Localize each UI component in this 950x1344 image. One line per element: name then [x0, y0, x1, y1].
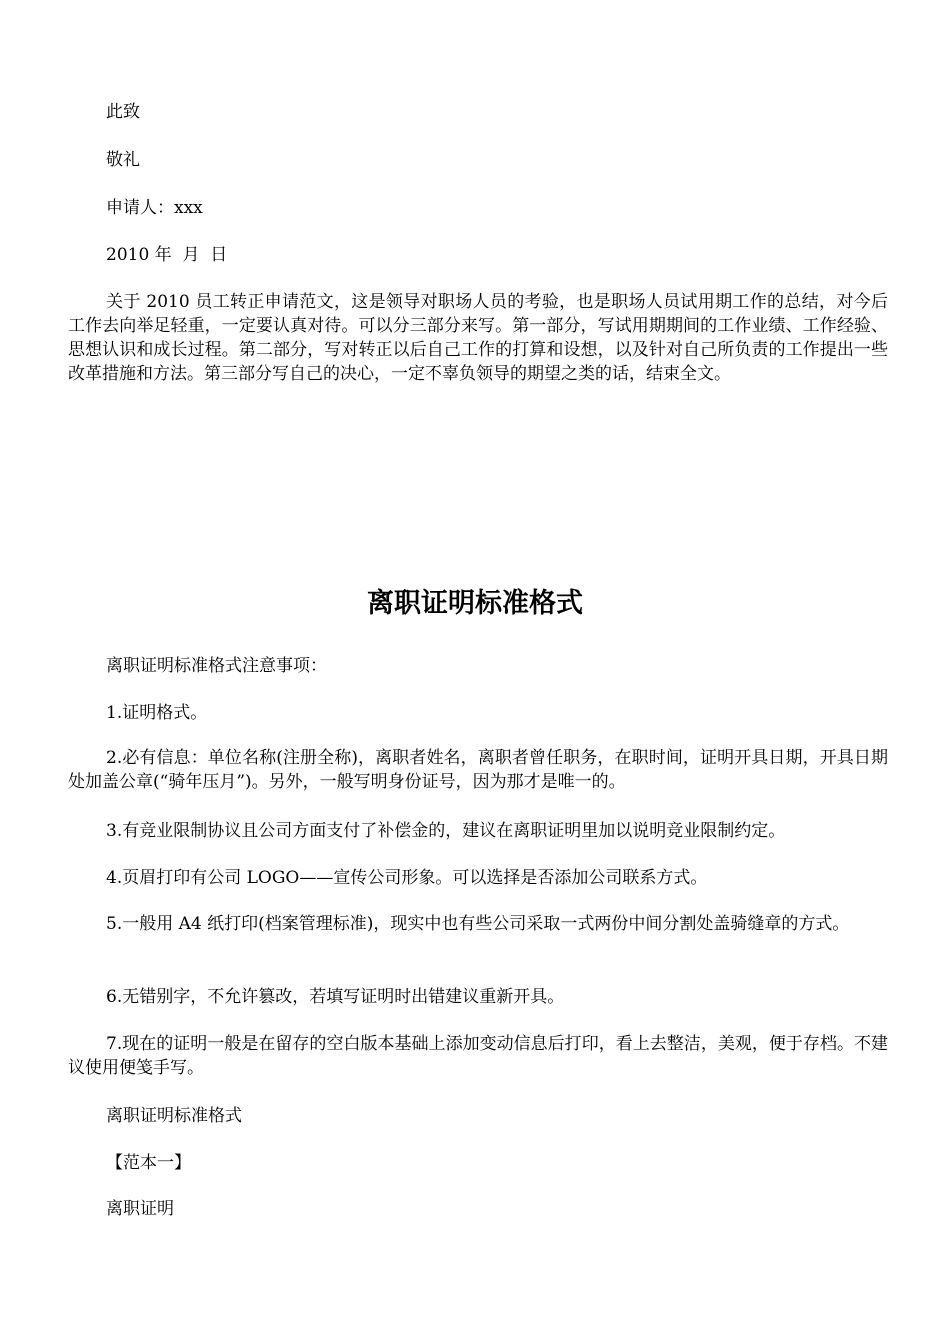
note-text: 6.无错别字，不允许篡改，若填写证明时出错建议重新开具。 [106, 987, 565, 1007]
sample-title [68, 1197, 888, 1221]
closing-line-1 [68, 100, 888, 124]
note-item-7 [68, 1032, 888, 1080]
note-text: 5.一般用 A4 纸打印(档案管理标准)，现实中也有些公司采取一式两份中间分割处盖骑缝章的方式。 [106, 914, 850, 934]
format-heading [68, 1104, 888, 1128]
note-item-4 [68, 866, 888, 890]
summary-paragraph [68, 290, 888, 386]
date-text: 2010 年 月 日 [106, 245, 228, 265]
closing-text: 敬礼 [106, 150, 140, 170]
note-text: 1.证明格式。 [106, 703, 208, 723]
applicant-line [68, 196, 888, 220]
note-item-1 [68, 701, 888, 725]
sample-label-text: 【范本一】 [106, 1153, 191, 1173]
note-item-2 [68, 746, 888, 794]
notes-heading-text: 离职证明标准格式注意事项： [106, 656, 327, 676]
note-text: 3.有竞业限制协议且公司方面支付了补偿金的，建议在离职证明里加以说明竞业限制约定。 [106, 821, 786, 841]
note-text: 7.现在的证明一般是在留存的空白版本基础上添加变动信息后打印，看上去整洁，美观，便于存档。不建议使用便笺手写。 [68, 1034, 888, 1078]
closing-text: 此致 [106, 102, 140, 122]
closing-line-2 [68, 148, 888, 172]
note-item-3 [68, 819, 888, 843]
sample-title-text: 离职证明 [106, 1199, 174, 1219]
format-heading-text: 离职证明标准格式 [106, 1106, 242, 1126]
note-item-6 [68, 985, 888, 1009]
date-line [68, 243, 888, 267]
section-title: 离职证明标准格式 [367, 588, 583, 619]
summary-text: 关于 2010 员工转正申请范文，这是领导对职场人员的考验，也是职场人员试用期工作的总结，对今后工作去向举足轻重，一定要认真对待。可以分三部分来写。第一部分，写试用期期间的工作业绩、工作经验、思想认识和成长过程。第二部分，写对转正以后自己工作的打算和设想，以及针对自己所负责的工作提出一些改革措施和方法。第三部分写自己的决心，一定不辜负领导的期望之类的话，结束全文。 [68, 292, 888, 384]
note-item-5 [68, 912, 888, 936]
notes-heading [68, 654, 888, 678]
note-text: 2.必有信息：单位名称(注册全称)，离职者姓名，离职者曾任职务，在职时间，证明开具日期，开具日期处加盖公章(“骑年压月”)。另外，一般写明身份证号，因为那才是唯一的。 [68, 748, 888, 792]
sample-label [68, 1151, 888, 1175]
note-text: 4.页眉打印有公司 LOGO——宣传公司形象。可以选择是否添加公司联系方式。 [106, 868, 708, 888]
applicant-text: 申请人：xxx [106, 198, 203, 218]
